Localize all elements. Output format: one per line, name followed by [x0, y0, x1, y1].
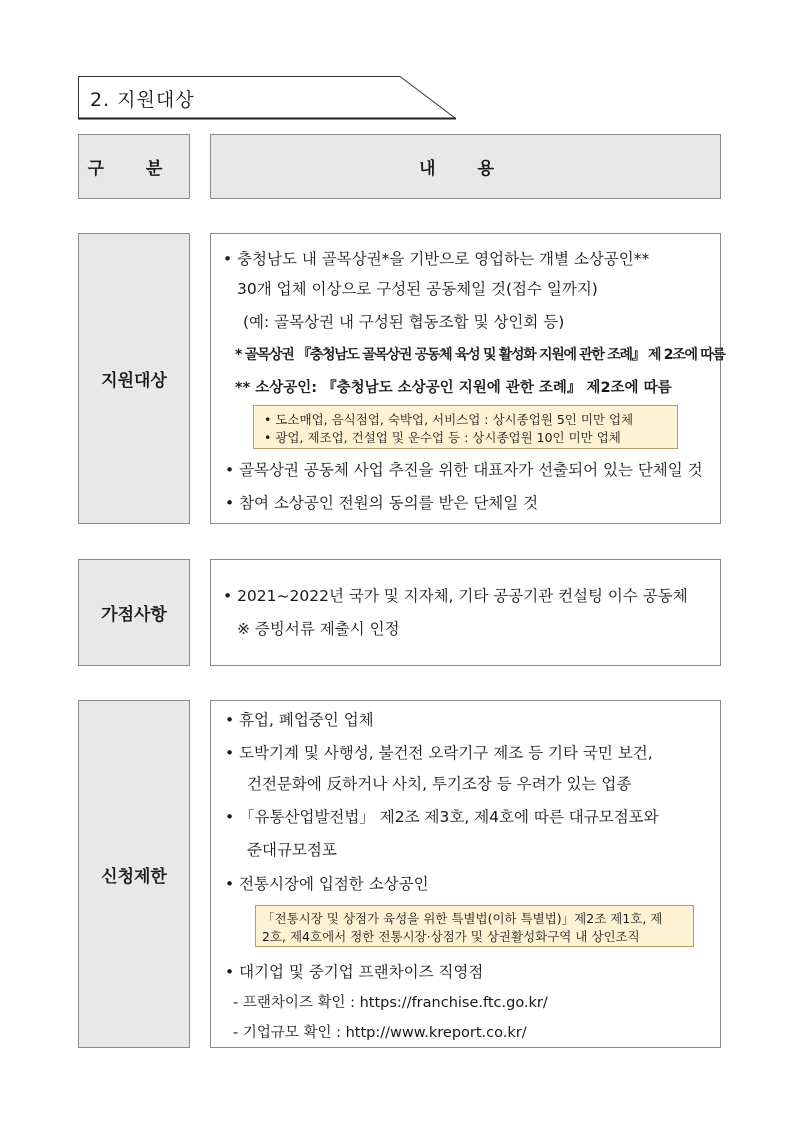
- traditional-market-note: [255, 905, 694, 947]
- section-title: [78, 76, 456, 118]
- section-title-text: 2. 지원대상: [90, 89, 195, 111]
- support-footnote-2: ** 소상공인: 『충청남도 소상공인 지원에 관한 조례』 제2조에 따름: [235, 380, 672, 396]
- support-bullet-3: • 참여 소상공인 전원의 동의를 받은 단체일 것: [225, 494, 539, 512]
- header-content: 내 용: [210, 134, 721, 199]
- company-size-check: - 기업규모 확인 : http://www.kreport.co.kr/: [233, 1025, 527, 1041]
- restriction-5: • 대기업 및 중기업 프랜차이즈 직영점: [225, 963, 484, 981]
- note-line-2: • 광업, 제조업, 건설업 및 운수업 등 : 상시종업원 10인 미만 업체: [264, 430, 621, 445]
- label-bonus: 가점사항: [78, 559, 190, 666]
- bonus-line-1: • 2021~2022년 국가 및 지자체, 기타 공공기관 컨설팅 이수 공동체: [223, 587, 688, 605]
- restriction-3-line-1: • 「유통산업발전법」 제2조 제3호, 제4호에 따른 대규모점포와: [225, 808, 659, 826]
- support-business-size-note: [253, 405, 678, 449]
- header-category: 구 분: [78, 134, 190, 199]
- note-line-1: • 도소매업, 음식점업, 숙박업, 서비스업 : 상시종업원 5인 미만 업체: [264, 412, 634, 427]
- label-restrictions: 신청제한: [78, 700, 190, 1048]
- restriction-1: • 휴업, 폐업중인 업체: [225, 711, 374, 729]
- label-support-target: 지원대상: [78, 233, 190, 524]
- support-bullet-2: • 골목상권 공동체 사업 추진을 위한 대표자가 선출되어 있는 단체일 것: [225, 461, 703, 479]
- franchise-check: - 프랜차이즈 확인 : https://franchise.ftc.go.kr/: [233, 995, 548, 1011]
- bonus-line-2: ※ 증빙서류 제출시 인정: [237, 620, 400, 638]
- restriction-3-line-2: 준대규모점포: [247, 841, 337, 859]
- restriction-2-line-2: 건전문화에 反하거나 사치, 투기조장 등 우려가 있는 업종: [247, 775, 632, 793]
- restrictions-content: [210, 700, 721, 1048]
- market-note-line-1: 「전통시장 및 상점가 육성을 위한 특별법(이하 특별법)」제2조 제1호, 제: [262, 911, 663, 926]
- market-note-line-2: 2호, 제4호에서 정한 전통시장·상점가 및 상권활성화구역 내 상인조직: [262, 929, 640, 944]
- support-bullet-1-line-1: • 충청남도 내 골목상권*을 기반으로 영업하는 개별 소상공인**: [223, 250, 650, 268]
- restriction-4: • 전통시장에 입점한 소상공인: [225, 875, 429, 893]
- support-bullet-1-line-2: 30개 업체 이상으로 구성된 공동체일 것(접수 일까지): [237, 280, 598, 298]
- support-target-content: [210, 233, 725, 524]
- support-footnote-1: * 골목상권 『충청남도 골목상권 공동체 육성 및 활성화 지원에 관한 조례』 제 2조에 따름: [235, 347, 725, 363]
- restriction-2-line-1: • 도박기계 및 사행성, 불건전 오락기구 제조 등 기타 국민 보건,: [225, 744, 653, 762]
- bonus-content: [210, 559, 721, 666]
- support-bullet-1-line-3: (예: 골목상권 내 구성된 협동조합 및 상인회 등): [243, 313, 565, 331]
